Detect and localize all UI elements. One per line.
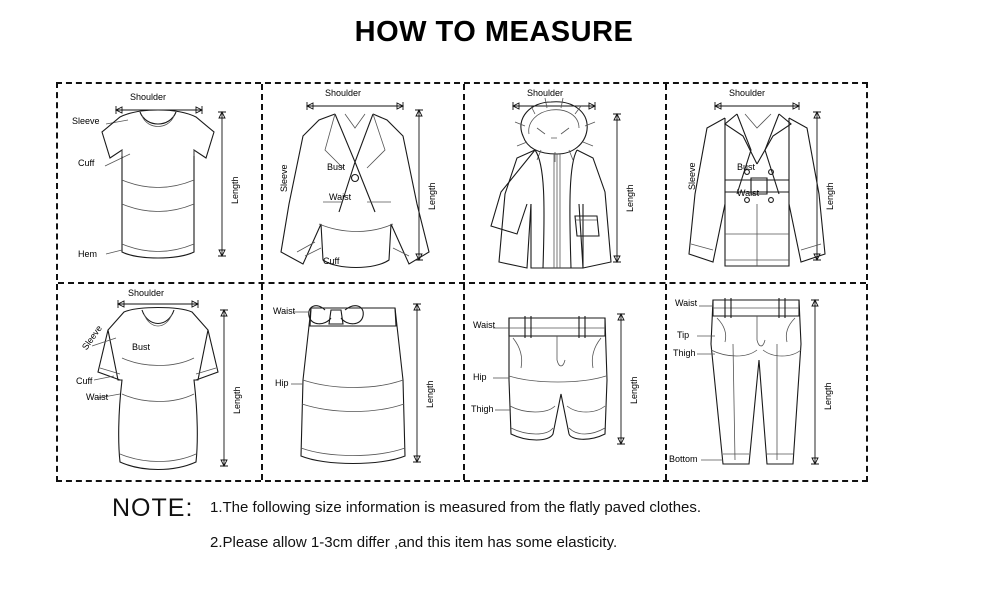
label-length: Length	[427, 182, 437, 210]
label-hem: Hem	[78, 249, 98, 259]
label-hip: Hip	[473, 372, 487, 382]
label-bust: Bust	[327, 162, 346, 172]
cell-shorts	[465, 284, 665, 482]
label-sleeve: Sleeve	[687, 162, 697, 190]
label-shoulder: Shoulder	[325, 88, 362, 98]
label-bust: Bust	[737, 162, 756, 172]
label-bottom: Bottom	[669, 454, 698, 464]
label-sleeve: Sleeve	[72, 116, 100, 126]
label-shoulder: Shoulder	[729, 88, 766, 98]
cell-dress	[58, 284, 261, 482]
label-waist: Waist	[737, 188, 760, 198]
cell-t-shirt	[58, 84, 261, 282]
label-thigh: Thigh	[673, 348, 696, 358]
label-waist: Waist	[675, 298, 698, 308]
label-tip: Tip	[677, 330, 690, 340]
label-shoulder: Shoulder	[128, 288, 165, 298]
note-line-2: 2.Please allow 1-3cm differ ,and this item has some elasticity.	[210, 534, 618, 551]
page-title: HOW TO MEASURE	[354, 16, 634, 48]
label-length: Length	[232, 386, 242, 414]
label-sleeve: Sleeve	[80, 323, 104, 352]
cell-blazer	[263, 84, 463, 282]
label-thigh: Thigh	[471, 404, 494, 414]
label-waist: Waist	[473, 320, 496, 330]
label-shoulder: Shoulder	[130, 92, 167, 102]
label-length: Length	[425, 380, 435, 408]
label-cuff: Cuff	[323, 256, 340, 266]
label-cuff: Cuff	[76, 376, 93, 386]
label-sleeve: Sleeve	[279, 164, 289, 192]
label-hip: Hip	[275, 378, 289, 388]
label-cuff: Cuff	[78, 158, 95, 168]
label-waist: Waist	[86, 392, 109, 402]
note-label: NOTE:	[112, 494, 194, 522]
label-length: Length	[230, 176, 240, 204]
label-length: Length	[825, 182, 835, 210]
label-length: Length	[823, 382, 833, 410]
label-waist: Waist	[273, 306, 296, 316]
cell-skirt	[263, 284, 463, 482]
label-bust: Bust	[132, 342, 151, 352]
label-shoulder: Shoulder	[527, 88, 564, 98]
note-line-1: 1.The following size information is measured from the flatly paved clothes.	[210, 499, 702, 516]
label-length: Length	[625, 184, 635, 212]
label-length: Length	[629, 376, 639, 404]
measure-grid	[56, 82, 868, 482]
label-waist: Waist	[329, 192, 352, 202]
cell-trousers	[667, 284, 868, 482]
cell-fur-coat	[465, 84, 665, 282]
cell-trench-coat	[667, 84, 868, 282]
